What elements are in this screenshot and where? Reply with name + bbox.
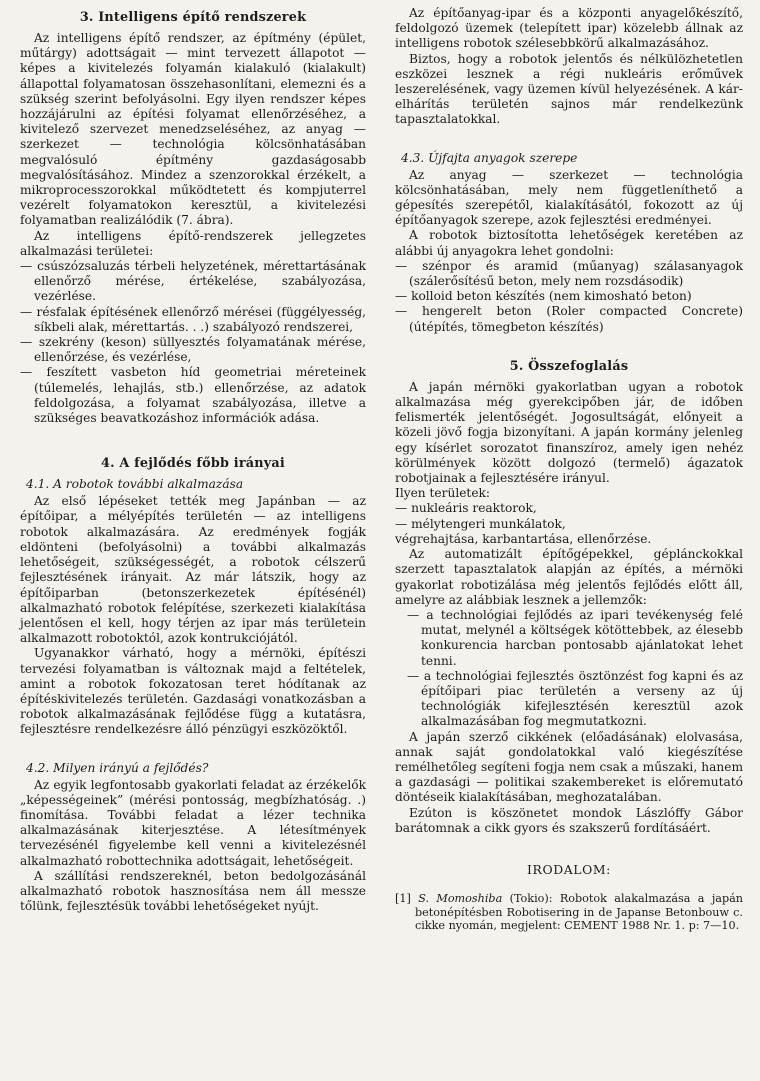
section-5-paragraph-5: A japán szerző cikkének (előadásának) elolvasása, annak saját gondolatokkal való kiegészítése remélhetőleg segíteni fogja nem csak a műszaki, hanem a gazdasági — politikai szakembereket is előremutató döntéseik kialakításában, meghozatalában. [395,729,743,805]
continued-paragraph-2: Biztos, hogy a robotok jelentős és nélkülözhetetlen eszközei lesznek a régi nukleáris erőművek leszerelésének, vagy üzemen kívül helyezésének. A kár-elhárítás területén sajnos már rendelkezünk tapasztalatokkal. [395,51,743,127]
section-5-title: 5. Összefoglalás [509,358,629,374]
subsection-4-1-paragraph-2: Ugyanakkor várható, hogy a mérnöki, építészi tervezési folyamatban is változnak majd a feltételek, amint a robotok fokozatosan teret hódítanak az építéskivitelezés területén. Gazdasági vonatkozásban a robotok alkalmazásának fejlődése függ a kutatásra, fejlesztésre rendelkezésre álló pénzügyi eszközöktől. [20,646,366,737]
subsection-4-3-paragraph-2: A robotok biztosította lehetőségek keretében az alábbi új anyagokra lehet gondolni: [395,228,743,258]
list-item: — csúszózsaluzás térbeli helyzetének, mérettartásának ellenőrző mérése, értékelése, szabályozása, vezérlése. [20,259,366,305]
subsection-4-3-paragraph-1: Az anyag — szerkezet — technológia kölcsönhatásában, mely nem függetleníthető a gépesítés szerepétől, kialakításától, fokozott az új építőanyagok szerepe, azok fejlesztési eredményei. [395,167,743,228]
characteristics-list [395,608,743,730]
list-item: — hengerelt beton (Roler compacted Concrete) (útépítés, tömegbeton készítés) [395,304,743,334]
references-title: IRODALOM: [527,861,611,877]
list-item: — a technológiai fejlesztés ösztönzést fog kapni és az építőipari piac területén a verseny az új technológiák kifejlesztésén keresztül azok alkalmazásában fog megmutatkozni. [395,669,743,730]
subsection-4-1-title: 4.1. A robotok további alkalmazása [26,477,244,492]
list-item: — szekrény (keson) süllyesztés folyamatának mérése, ellenőrzése, és vezérlése, [20,335,366,365]
section-3-paragraph-2: Az intelligens építő-rendszerek jellegzetes alkalmazási területei: [20,228,366,258]
left-column [20,6,366,914]
list-item: — mélytengeri munkálatok, [395,517,743,532]
list-item: — feszített vasbeton híd geometriai méreteinek (túlemelés, lehajlás, stb.) ellenőrzése, az adatok feldolgozása, a folyamat szabályozása, illetve a szükséges beavatkozáshoz információk adása. [20,365,366,426]
subsection-4-1-paragraph-1: Az első lépéseket tették meg Japánban — az építőipar, a mélyépítés területén — az intelligens robotok alkalmazására. Az eredmények fogják eldönteni (befolyásolni) a további alkalmazás lehetőségeit, szükségességét, a robotok célszerű fejlesztésének irányait. Az már látszik, hogy az építőiparban (betonszerkezetek építésénél) alkalmazható robotok felépítése, szerkezeti kialakítása jelentősen el kell, hogy térjen az ipar más területein alkalmazott robotoktól, azok kontrukciójától. [20,494,366,646]
section-3-paragraph-1: Az intelligens építő rendszer, az építmény (épület, műtárgy) adottságait — mint tervezett állapotot — képes a kivitelezés folyamán kialakuló (kialakult) állapottal folyamatosan összehasonlítani, elemezni és a szükség szerint befolyásolni. Egy ilyen rendszer képes hozzájárulni az építési folyamat ellenőrzéséhez, a kivitelező szervezet menedzseléséhez, az anyag — szerkezet — technológia kölcsönhatásában megvalósuló építmény gazdaságosabb megvalósításához. Mindez a szenzorokkal érzékelt, a mikroprocesszorokkal működtetett és kompjuterrel vezérelt folyamatokon keresztül, a kivitelezési folyamatban realizálódik (7. ábra). [20,31,366,228]
fields-list [395,501,743,531]
application-areas-list [20,259,366,426]
section-5-paragraph-6: Ezúton is köszönetet mondok Lászlóffy Gábor barátomnak a cikk gyors és szakszerű fordításáért. [395,805,743,835]
section-4-title: 4. A fejlődés főbb irányai [100,456,285,472]
section-5-paragraph-2: Ilyen területek: [395,486,491,501]
list-item: — a technológiai fejlődés az ipari tevékenység felé mutat, melynél a költségek kötöttebbek, az élesebb konkurencia harcban pontosabb ajánlatokat lehet tenni. [395,608,743,669]
section-3-title: 3. Intelligens építő rendszerek [79,10,307,25]
subsection-4-2-paragraph-2: A szállítási rendszereknél, beton bedolgozásánál alkalmazható robotok hasznosítása nem áll messze tőlünk, fejlesztésük további lehetőségeket nyújt. [20,868,366,914]
reference-number: [1] [395,891,411,905]
subsection-4-2-paragraph-1: Az egyik legfontosabb gyakorlati feladat az érzékelők „képességeinek” (mérési pontosság, megbízhatóság. .) finomítása. További feladat a lézer technika alkalmazásának kiterjesztése. A létesítmények tervezésénél figyelembe kell venni a kivitelezésnél alkalmazható robottechnika adottságait, lehetőségeit. [20,777,366,868]
new-materials-list [395,259,743,335]
section-5-paragraph-4: Az automatizált építőgépekkel, géplánckokkal szerzett tapasztalatok alapján az építés, a mérnöki gyakorlat robotizálása még jelentős fejlődés előtt áll, amelyre az alábbiak lesznek a jellemzők: [395,547,743,607]
section-5-paragraph-3: végrehajtása, karbantartása, ellenőrzése. [395,531,652,546]
subsection-4-2-title: 4.2. Milyen irányú a fejlődés? [26,760,209,775]
section-5-paragraph-1: A japán mérnöki gyakorlatban ugyan a robotok alkalmazása még gyerekcipőben jár, de időben felismerték jelentőségét. Jogosultságát, előnyeit a közeli jövő fogja bizonyítani. A japán kormány jelenleg egy kísérlet sorozatot finanszíroz, amely igen nehéz körülmények között dolgozó (termelő) ágazatok robotjainak a fejlesztésére irányul. [395,379,743,486]
reference-text: (Tokio): Robotok alakalmazása a japán betonépítésben Robotisering in de Japanse Betonbouw c. cikke nyomán, megjelent: CEMENT 1988 Nr. 1. p: 7—10. [415,891,743,933]
list-item: — kolloid beton készítés (nem kimosható beton) [395,289,743,304]
list-item: — résfalak építésének ellenőrző mérései (függélyesség, síkbeli alak, mérettartás. . .) szabályozó rendszerei, [20,305,366,335]
list-item: — szénpor és aramid (műanyag) szálasanyagok (szálerősítésű beton, mely nem rozsdásodik) [395,259,743,289]
reference-author: S. Momoshiba [418,891,503,905]
right-column [395,6,743,933]
list-item: — nukleáris reaktorok, [395,501,743,516]
subsection-4-3-title: 4.3. Újfajta anyagok szerepe [401,150,578,165]
reference-item [395,892,743,933]
continued-paragraph-1: Az építőanyag-ipar és a központi anyagelőkészítő, feldolgozó üzemek (telepített ipar) közelebb állnak az intelligens robotok szélesebbkörű alkalmazásához. [395,6,743,51]
